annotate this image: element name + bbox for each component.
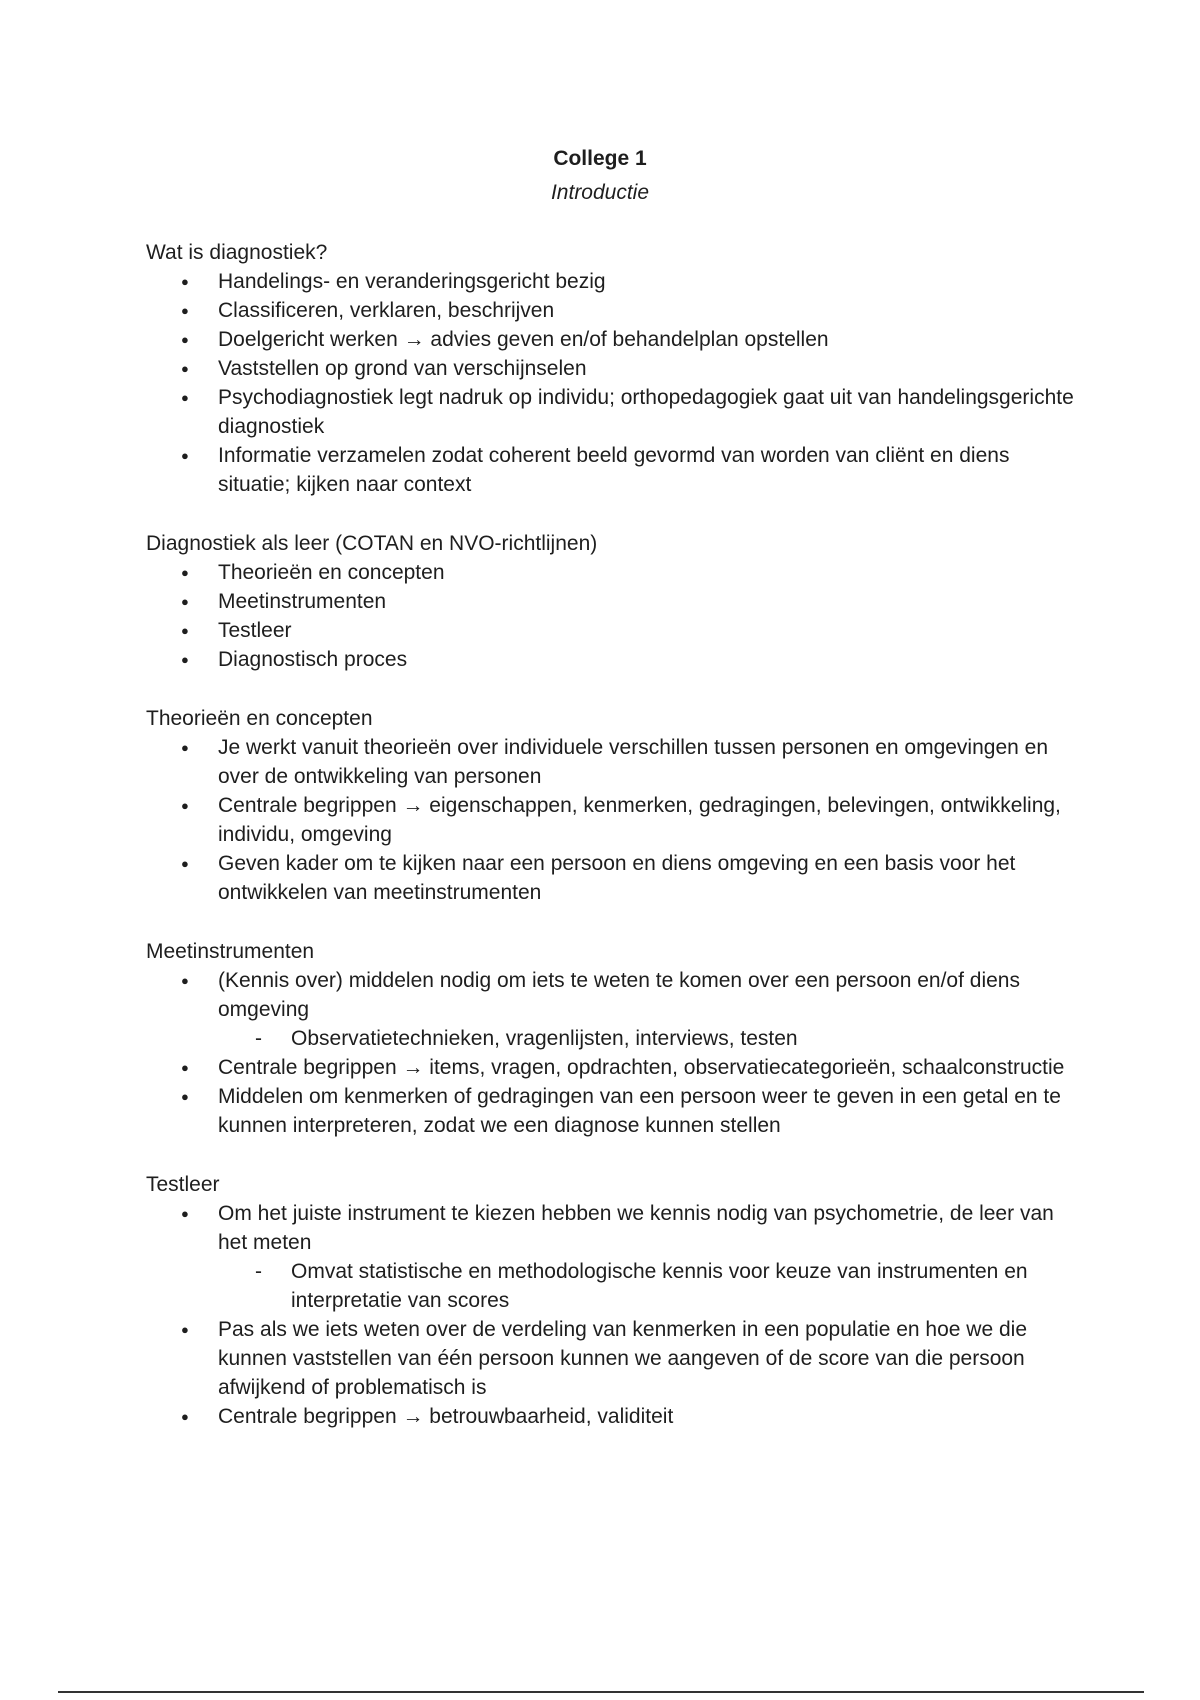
bullet-text: Theorieën en concepten	[218, 561, 445, 584]
bullet-item	[218, 296, 1076, 325]
section-heading: Testleer	[146, 1173, 220, 1196]
document-subtitle: Introductie	[550, 181, 650, 204]
bullet-text: Om het juiste instrument te kiezen hebben we kennis nodig van psychometrie, de leer van het meten	[218, 1202, 1054, 1254]
bullet-text: Centrale begrippen → betrouwbaarheid, validiteit	[218, 1405, 674, 1428]
bullet-item	[218, 587, 1076, 616]
section	[146, 1170, 1076, 1431]
section	[146, 937, 1076, 1140]
sub-item: - Observatietechnieken, vragenlijsten, interviews, testen	[291, 1024, 1076, 1053]
bullet-text: Centrale begrippen → items, vragen, opdrachten, observatiecategorieën, schaalconstructie	[218, 1056, 1065, 1079]
bullet-text: Pas als we iets weten over de verdeling van kenmerken in een populatie en hoe we die kunnen vaststellen van één persoon kunnen we aangeven of de score van die persoon afwijkend of problematisch is	[218, 1318, 1028, 1399]
section-heading: Diagnostiek als leer (COTAN en NVO-richtlijnen)	[146, 532, 598, 555]
bullet-text: Vaststellen op grond van verschijnselen	[218, 357, 587, 380]
bullet-item	[218, 966, 1076, 1053]
bullet-list	[146, 267, 1076, 499]
section	[146, 238, 1076, 499]
bullet-item	[218, 616, 1076, 645]
bullet-text: Handelings- en veranderingsgericht bezig	[218, 270, 606, 293]
sub-item: - Omvat statistische en methodologische kennis voor keuze van instrumenten en interpretatie van scores	[291, 1257, 1076, 1315]
bullet-text: Centrale begrippen → eigenschappen, kenmerken, gedragingen, belevingen, ontwikkeling, individu, omgeving	[218, 794, 1061, 846]
bullet-text: Testleer	[218, 619, 292, 642]
bullet-text: Je werkt vanuit theorieën over individuele verschillen tussen personen en omgevingen en over de ontwikkeling van personen	[218, 736, 1049, 788]
page-bottom-rule	[58, 1691, 1144, 1693]
bullet-text: Doelgericht werken → advies geven en/of behandelplan opstellen	[218, 328, 829, 351]
bullet-list	[146, 733, 1076, 907]
bullet-list	[146, 1199, 1076, 1431]
section-heading: Theorieën en concepten	[146, 707, 373, 730]
bullet-item	[218, 354, 1076, 383]
bullet-item	[218, 1315, 1076, 1402]
section-heading: Meetinstrumenten	[146, 940, 315, 963]
document-body	[146, 238, 1076, 1461]
bullet-text: Classificeren, verklaren, beschrijven	[218, 299, 555, 322]
bullet-item	[218, 791, 1076, 849]
bullet-text: Psychodiagnostiek legt nadruk op individu; orthopedagogiek gaat uit van handelingsgerichte diagnostiek	[218, 386, 1074, 438]
bullet-text: Meetinstrumenten	[218, 590, 387, 613]
section	[146, 529, 1076, 674]
bullet-item	[218, 645, 1076, 674]
bullet-item	[218, 558, 1076, 587]
document-title: College 1	[553, 147, 647, 170]
bullet-item	[218, 267, 1076, 296]
bullet-text: Diagnostisch proces	[218, 648, 408, 671]
bullet-list	[146, 966, 1076, 1140]
section	[146, 704, 1076, 907]
bullet-item	[218, 849, 1076, 907]
bullet-item	[218, 1053, 1076, 1082]
bullet-text: (Kennis over) middelen nodig om iets te weten te komen over een persoon en/of diens omgeving	[218, 969, 1020, 1021]
sub-list	[218, 1024, 1076, 1053]
bullet-list	[146, 558, 1076, 674]
bullet-item	[218, 1402, 1076, 1431]
section-heading: Wat is diagnostiek?	[146, 241, 328, 264]
bullet-text: Informatie verzamelen zodat coherent beeld gevormd van worden van cliënt en diens situatie; kijken naar context	[218, 444, 1010, 496]
bullet-item	[218, 325, 1076, 354]
sub-list	[218, 1257, 1076, 1315]
bullet-item	[218, 1082, 1076, 1140]
bullet-item	[218, 441, 1076, 499]
bullet-item	[218, 733, 1076, 791]
bullet-item	[218, 1199, 1076, 1315]
bullet-text: Geven kader om te kijken naar een persoon en diens omgeving en een basis voor het ontwikkelen van meetinstrumenten	[218, 852, 1016, 904]
bullet-text: Middelen om kenmerken of gedragingen van een persoon weer te geven in een getal en te kunnen interpreteren, zodat we een diagnose kunnen stellen	[218, 1085, 1061, 1137]
bullet-item	[218, 383, 1076, 441]
